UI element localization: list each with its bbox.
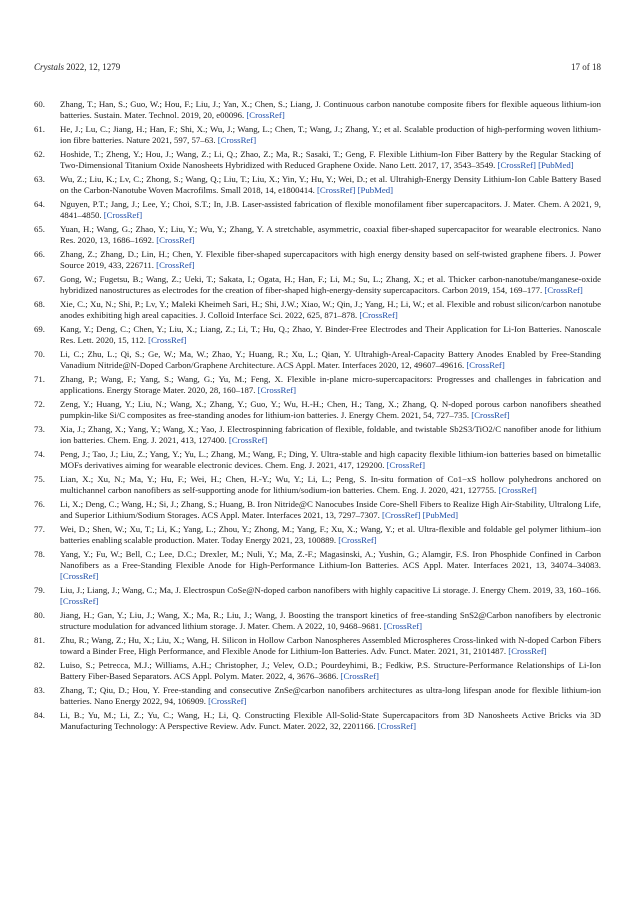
reference-body: Lian, X.; Xu, N.; Ma, Y.; Hu, F.; Wei, H.; Chen, H.-Y.; Wu, Y.; Li, L.; Peng, S. In-situ formation of Co1−xS hollow polyhedrons anchored on multichannel carbon nanofibers as self-supporting anode for lithium/sodium-ion batteries. Chem. Eng. J. 2020, 421, 127755.: [60, 474, 601, 495]
reference-text: [60, 610, 601, 632]
reference-text: [60, 99, 601, 121]
reference-number: 84.: [34, 710, 45, 720]
crossref-link[interactable]: [CrossRef]: [208, 696, 247, 706]
reference-body: Li, C.; Zhu, L.; Qi, S.; Ge, W.; Ma, W.; Zhao, Y.; Huang, R.; Xu, L.; Qian, Y. Ultrahigh-Areal-Capacity Battery Anodes Enabled by Free-Standing Vanadium Nitride@N-Doped Carbon/Graphene Architecture. ACS Appl. Mater. Interfaces 2020, 12, 49607–49616.: [60, 349, 601, 370]
reference-item: [34, 124, 601, 146]
reference-number: 68.: [34, 299, 45, 309]
journal-citation: 2022, 12, 1279: [64, 62, 121, 72]
reference-text: [60, 224, 601, 246]
reference-text: [60, 499, 601, 521]
crossref-link[interactable]: [CrossRef] [PubMed]: [316, 185, 394, 195]
crossref-link[interactable]: [CrossRef]: [498, 485, 537, 495]
reference-body: Zhu, R.; Wang, Z.; Hu, X.; Liu, X.; Wang, H. Silicon in Hollow Carbon Nanospheres Assembled Microspheres Cross-linked with N-doped Carbon Fibers toward a Binder Free, High Performance, and Flexible Anode for Lithium-Ion Batteries. Adv. Funct. Mater. 2021, 31, 2101487.: [60, 635, 601, 656]
crossref-link[interactable]: [CrossRef]: [383, 621, 423, 631]
page-number: 17 of 18: [571, 62, 601, 72]
crossref-link[interactable]: [CrossRef]: [544, 285, 583, 295]
reference-item: [34, 324, 601, 346]
reference-item: [34, 174, 601, 196]
reference-number: 62.: [34, 149, 45, 159]
reference-text: [60, 149, 601, 171]
crossref-link[interactable]: [CrossRef]: [471, 410, 510, 420]
crossref-link[interactable]: [CrossRef]: [217, 135, 257, 145]
reference-number: 79.: [34, 585, 45, 595]
reference-body: Li, B.; Yu, M.; Li, Z.; Yu, C.; Wang, H.; Li, Q. Constructing Flexible All-Solid-State Supercapacitors from 3D Nanosheets Active Bricks via 3D Manufacturing Technology: A Perspective Review. Adv. Funct. Mater. 2022, 32, 2201166.: [60, 710, 601, 731]
reference-item: [34, 149, 601, 171]
crossref-link[interactable]: [CrossRef]: [246, 110, 285, 120]
reference-item: [34, 660, 601, 682]
reference-number: 83.: [34, 685, 45, 695]
reference-item: [34, 349, 601, 371]
reference-text: [60, 474, 601, 496]
reference-text: [60, 299, 601, 321]
reference-item: [34, 499, 601, 521]
reference-body: Wei, D.; Shen, W.; Xu, T.; Li, K.; Yang, L.; Zhou, Y.; Zhong, M.; Yang, F.; Xu, X.; Wang, Y.; et al. Ultra-flexible and foldable gel polymer lithium–ion batteries enabling scalable production. Mater. Today Energy 2021, 23, 100889.: [60, 524, 601, 545]
reference-text: [60, 685, 601, 707]
reference-body: Yang, Y.; Fu, W.; Bell, C.; Lee, D.C.; Drexler, M.; Nuli, Y.; Ma, Z.-F.; Magasinski, A.; Yushin, G.; Alamgir, F.S. Iron Phosphide Confined in Carbon Nanofibers as a Free-Standing Flexible Anode for High-Performance Lithium-Ion Batteries. ACS Appl. Mater. Interfaces 2021, 13, 34074–34083.: [60, 549, 601, 570]
reference-item: [34, 224, 601, 246]
reference-item: [34, 249, 601, 271]
reference-item: [34, 710, 601, 732]
reference-number: 71.: [34, 374, 45, 384]
reference-number: 77.: [34, 524, 45, 534]
reference-body: Luiso, S.; Petrecca, M.J.; Williams, A.H.; Christopher, J.; Velev, O.D.; Pourdeyhimi, B.; Fedkiw, P.S. Structure-Performance Relationships of Li-Ion Battery Fiber-Based Separators. ACS Appl. Polym. Mater. 2022, 4, 3676–3686.: [60, 660, 601, 681]
reference-item: [34, 99, 601, 121]
reference-number: 78.: [34, 549, 45, 559]
reference-text: [60, 710, 601, 732]
reference-list: [34, 99, 601, 735]
reference-item: [34, 610, 601, 632]
crossref-link[interactable]: [CrossRef]: [338, 535, 377, 545]
reference-body: He, J.; Lu, C.; Jiang, H.; Han, F.; Shi, X.; Wu, J.; Wang, L.; Chen, T.; Wang, J.; Zhang, Y.; et al. Scalable production of high-performing woven lithium-ion fibre batteries. Nature 2021, 597, 57–63.: [60, 124, 601, 145]
reference-body: Liu, J.; Liang, J.; Wang, C.; Ma, J. Electrospun CoSe@N-doped carbon nanofibers with highly capacitive Li storage. J. Energy Chem. 2019, 33, 160–166.: [60, 585, 601, 595]
reference-number: 65.: [34, 224, 45, 234]
reference-number: 66.: [34, 249, 45, 259]
reference-text: [60, 524, 601, 546]
reference-item: [34, 449, 601, 471]
reference-text: [60, 449, 601, 471]
reference-number: 64.: [34, 199, 45, 209]
crossref-link[interactable]: [CrossRef]: [60, 571, 99, 581]
reference-body: Zhang, T.; Han, S.; Guo, W.; Hou, F.; Liu, J.; Yan, X.; Chen, S.; Liang, J. Continuous carbon nanotube composite fibers for flexible aqueous lithium-ion batteries. Sustain. Mater. Technol. 2019, 20, e00096.: [60, 99, 601, 120]
crossref-link[interactable]: [CrossRef]: [386, 460, 425, 470]
reference-item: [34, 685, 601, 707]
page-header: [34, 62, 601, 72]
crossref-link[interactable]: [CrossRef]: [60, 596, 99, 606]
reference-number: 73.: [34, 424, 45, 434]
reference-text: [60, 374, 601, 396]
reference-text: [60, 660, 601, 682]
reference-number: 72.: [34, 399, 45, 409]
reference-text: [60, 635, 601, 657]
crossref-link[interactable]: [CrossRef]: [508, 646, 547, 656]
reference-body: Gong, W.; Fugetsu, B.; Wang, Z.; Ueki, T.; Sakata, I.; Ogata, H.; Han, F.; Li, M.; Su, L.; Zhang, X.; et al. Thicker carbon-nanotube/manganese-oxide hybridized nanostructures as electrodes for the creation of fiber-shaped high-energy-density supercapacitors. Carbon 2019, 154, 169–177.: [60, 274, 601, 295]
reference-number: 70.: [34, 349, 45, 359]
reference-item: [34, 399, 601, 421]
reference-text: [60, 549, 601, 582]
reference-number: 67.: [34, 274, 45, 284]
reference-body: Kang, Y.; Deng, C.; Chen, Y.; Liu, X.; Liang, Z.; Li, T.; Hu, Q.; Zhao, Y. Binder-Free Electrodes and Their Application for Li-Ion Batteries. Nanoscale Res. Lett. 2020, 15, 112.: [60, 324, 601, 345]
reference-text: [60, 349, 601, 371]
reference-item: [34, 474, 601, 496]
reference-text: [60, 274, 601, 296]
reference-item: [34, 585, 601, 607]
crossref-link[interactable]: [CrossRef]: [340, 671, 379, 681]
crossref-link[interactable]: [CrossRef]: [359, 310, 398, 320]
reference-number: 60.: [34, 99, 45, 109]
crossref-link[interactable]: [CrossRef]: [257, 385, 297, 395]
reference-item: [34, 274, 601, 296]
reference-item: [34, 299, 601, 321]
crossref-link[interactable]: [CrossRef]: [148, 335, 187, 345]
reference-text: [60, 324, 601, 346]
reference-body: Hoshide, T.; Zheng, Y.; Hou, J.; Wang, Z.; Li, Q.; Zhao, Z.; Ma, R.; Sasaki, T.; Geng, F. Flexible Lithium-Ion Fiber Battery by the Regular Stacking of Two-Dimensional Titanium Oxide Nanosheets Hybridized with Reduced Graphene Oxide. Nano Lett. 2017, 17, 3543–3549.: [60, 149, 601, 170]
reference-number: 61.: [34, 124, 45, 134]
reference-item: [34, 549, 601, 582]
reference-body: Zhang, T.; Qiu, D.; Hou, Y. Free-standing and consecutive ZnSe@carbon nanofibers architectures as ultra-long lifespan anode for flexible lithium-ion batteries. Nano Energy 2022, 94, 106909.: [60, 685, 601, 706]
reference-number: 69.: [34, 324, 45, 334]
reference-number: 63.: [34, 174, 45, 184]
reference-body: Zhang, P.; Wang, F.; Yang, S.; Wang, G.; Yu, M.; Feng, X. Flexible in-plane micro-supercapacitors: Progresses and challenges in fabrication and applications. Energy Storage Mater. 2020, 28, 160–187.: [60, 374, 601, 395]
crossref-link[interactable]: [CrossRef]: [228, 435, 268, 445]
reference-number: 74.: [34, 449, 45, 459]
reference-body: Xie, C.; Xu, N.; Shi, P.; Lv, Y.; Maleki Kheimeh Sari, H.; Shi, J.W.; Xiao, W.; Qin, J.; Yang, H.; Li, W.; et al. Flexible and robust silicon/carbon nanotube anodes exhibiting high areal capacities. J. Colloid Interface Sci. 2022, 625, 871–878.: [60, 299, 601, 320]
reference-number: 80.: [34, 610, 45, 620]
reference-body: Jiang, H.; Gan, Y.; Liu, J.; Wang, X.; Ma, R.; Liu, J.; Wang, J. Boosting the transport kinetics of free-standing SnS2@Carbon nanofibers by electronic structure modulation for advanced lithium storage. J. Mater. Chem. A 2022, 10, 9468–9681.: [60, 610, 601, 631]
reference-body: Xia, J.; Zhang, X.; Yang, Y.; Wang, X.; Yao, J. Electrospinning fabrication of flexible, foldable, and twistable Sb2S3/TiO2/C nanofiber anode for lithium ion batteries. Chem. Eng. J. 2021, 413, 127400.: [60, 424, 601, 445]
crossref-link[interactable]: [CrossRef]: [103, 210, 143, 220]
reference-item: [34, 424, 601, 446]
reference-item: [34, 199, 601, 221]
reference-body: Zhang, Z.; Zhang, D.; Lin, H.; Chen, Y. Flexible fiber-shaped supercapacitors with high energy density based on self-twisted graphene fibers. J. Power Source 2019, 433, 226711.: [60, 249, 601, 270]
reference-number: 81.: [34, 635, 45, 645]
crossref-link[interactable]: [CrossRef]: [466, 360, 505, 370]
reference-text: [60, 399, 601, 421]
reference-body: Peng, J.; Tao, J.; Liu, Z.; Yang, Y.; Yu, L.; Zhang, M.; Wang, F.; Ding, Y. Ultra-stable and high capacity flexible lithium-ion batteries based on bimetallic MOFs derivatives aiming for wearable electronic devices. Chem. Eng. J. 2021, 417, 129200.: [60, 449, 601, 470]
reference-body: Zeng, Y.; Huang, Y.; Liu, N.; Wang, X.; Zhang, Y.; Guo, Y.; Wu, H.-H.; Chen, H.; Tang, X.; Zhang, Q. N-doped porous carbon nanofibers sheathed pumpkin-like Si/C composites as free-standing anodes for lithium-ion batteries. J. Energy Chem. 2021, 54, 727–735.: [60, 399, 601, 420]
crossref-link[interactable]: [CrossRef] [PubMed]: [382, 510, 459, 520]
reference-number: 75.: [34, 474, 45, 484]
reference-body: Yuan, H.; Wang, G.; Zhao, Y.; Liu, Y.; Wu, Y.; Zhang, Y. A stretchable, asymmetric, coaxial fiber-shaped supercapacitor for wearable electronics. Nano Res. 2020, 13, 1686–1692.: [60, 224, 601, 245]
reference-number: 82.: [34, 660, 45, 670]
reference-text: [60, 199, 601, 221]
crossref-link[interactable]: [CrossRef] [PubMed]: [497, 160, 574, 170]
journal-name: Crystals: [34, 62, 65, 72]
reference-item: [34, 374, 601, 396]
reference-text: [60, 174, 601, 196]
crossref-link[interactable]: [CrossRef]: [156, 260, 195, 270]
reference-number: 76.: [34, 499, 45, 509]
reference-body: Wu, Z.; Liu, K.; Lv, C.; Zhong, S.; Wang, Q.; Liu, T.; Liu, X.; Yin, Y.; Hu, Y.; Wei, D.; et al. Ultrahigh-Energy Density Lithium-Ion Cable Battery Based on the Carbon-Nanotube Woven Macrofilms. Small 2018, 14, e1800414.: [60, 174, 601, 195]
reference-text: [60, 124, 601, 146]
reference-text: [60, 585, 601, 607]
crossref-link[interactable]: [CrossRef]: [377, 721, 416, 731]
crossref-link[interactable]: [CrossRef]: [156, 235, 195, 245]
reference-body: Nguyen, P.T.; Jang, J.; Lee, Y.; Choi, S.T.; In, J.B. Laser-assisted fabrication of flexible monofilament fiber supercapacitors. J. Mater. Chem. A 2021, 9, 4841–4850.: [60, 199, 601, 220]
reference-item: [34, 635, 601, 657]
reference-text: [60, 424, 601, 446]
reference-text: [60, 249, 601, 271]
reference-item: [34, 524, 601, 546]
reference-body: Li, X.; Deng, C.; Wang, H.; Si, J.; Zhang, S.; Huang, B. Iron Nitride@C Nanocubes Inside Core-Shell Fibers to Realize High Air-Stability, Ultralong Life, and Superior Lithium/Sodium Storages. ACS Appl. Mater. Interfaces 2021, 13, 7297–7307.: [60, 499, 601, 520]
